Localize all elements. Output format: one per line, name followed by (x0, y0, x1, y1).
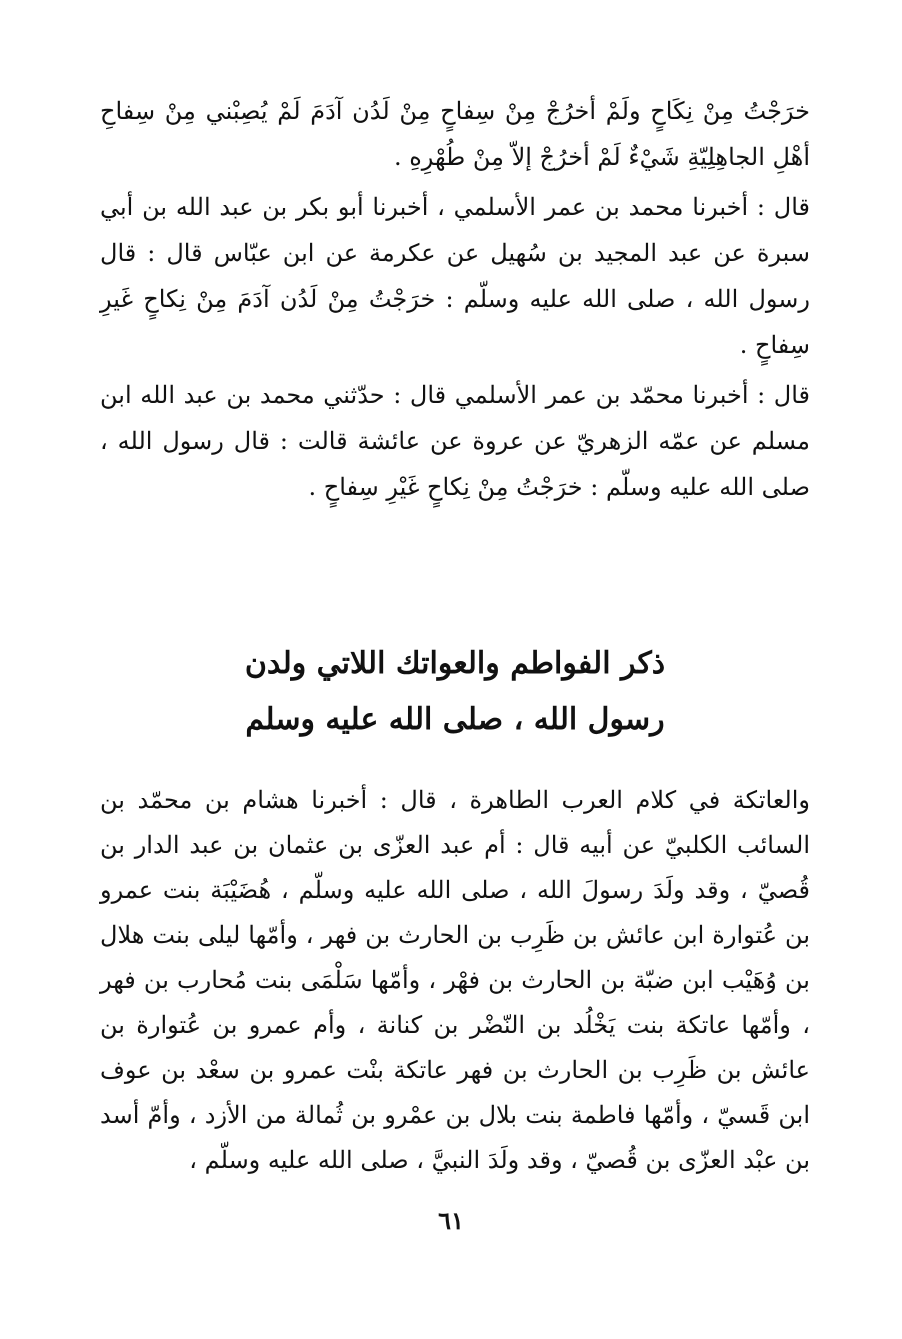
section-body-text (100, 778, 810, 1183)
section-heading-line-1: ذكر الفواطم والعواتك اللاتي ولدن (244, 646, 666, 681)
page-number: ٦١ (438, 1206, 464, 1235)
section-heading-line-2: رسول الله ، صلى الله عليه وسلم (245, 702, 665, 737)
section-paragraph: والعاتكة في كلام العرب الطاهرة ، قال : أخبرنا هشام بن محمّد بن السائب الكلبيّ عن أبيه قال : أم عبد العزّى بن عثمان بن عبد الدار بن قُصيّ ، وقد ولَدَ رسولَ الله ، صلى الله عليه وسلّم ، هُضَيْبَة بنت عمرو بن عُتوارة ابن عائش بن ظَرِب بن الحارث بن فهر ، وأمّها ليلى بنت هلال بن وُهَيْب ابن ضبّة بن الحارث بن فهْر ، وأمّها سَلْمَى بنت مُحارب بن فهر ، وأمّها عاتكة بنت يَخْلُد بن النّضْر بن كنانة ، وأم عمرو بن عُتوارة بن عائش بن ظَرِب بن الحارث بن فهر عاتكة بنْت عمرو بن سعْد بن عوف ابن قَسيّ ، وأمّها فاطمة بنت بلال بن عمْرو بن ثُمالة من الأزد ، وأمّ أسد بن عبْد العزّى بن قُصيّ ، وقد ولَدَ النبيَّ ، صلى الله عليه وسلّم ، (100, 786, 810, 1174)
hadith-paragraph-2: قال : أخبرنا محمد بن عمر الأسلمي ، أخبرنا أبو بكر بن عبد الله بن أبي سبرة عن عبد المجيد بن سُهيل عن عكرمة عن ابن عبّاس قال : قال رسول الله ، صلى الله عليه وسلّم : خرَجْتُ مِنْ لَدُن آدَمَ مِنْ نِكاحٍ غَيرِ سِفاحٍ . (100, 193, 811, 359)
hadith-paragraph-1: خرَجْتُ مِنْ نِكَاحٍ ولَمْ أخرُجْ مِنْ سِفاحٍ مِنْ لَدُن آدَمَ لَمْ يُصِبْني مِنْ سِفاحِ أهْلِ الجاهِلِيّةِ شَيْءٌ لَمْ أخرُجْ إلاّ مِنْ طُهْرِهِ . (100, 97, 810, 171)
hadith-text-block (100, 88, 810, 510)
section-heading (100, 636, 810, 748)
hadith-paragraph-3: قال : أخبرنا محمّد بن عمر الأسلمي قال : حدّثني محمد بن عبد الله ابن مسلم عن عمّه الزهريّ عن عروة عن عائشة قالت : قال رسول الله ، صلى الله عليه وسلّم : خرَجْتُ مِنْ نِكاحٍ غَيْرِ سِفاحٍ . (100, 381, 810, 501)
